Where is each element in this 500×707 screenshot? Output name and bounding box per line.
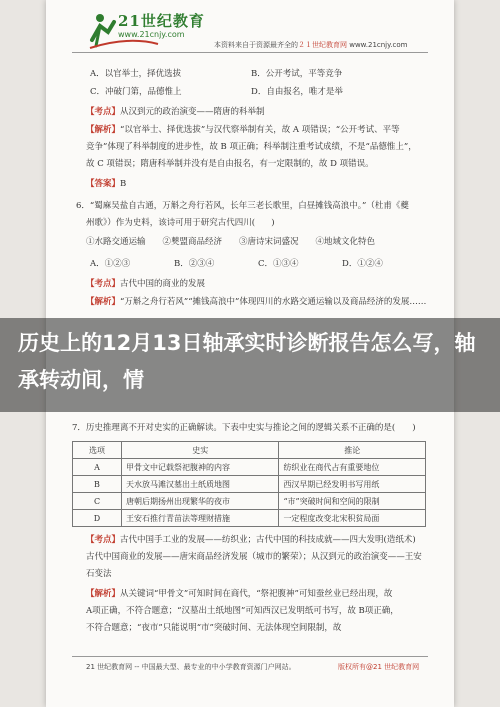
table-row bbox=[73, 493, 426, 510]
footer-right: 版权所有@21 世纪教育网 bbox=[338, 663, 420, 671]
logo-url: www.21cnjy.com bbox=[118, 30, 185, 39]
q5-analysis-line-1: 【解析】“以官举士、择优选拔”与汉代察举制有关，故 A 项错误；“公开考试、平等 bbox=[86, 125, 400, 135]
table-header-cell: 选项 bbox=[73, 442, 122, 459]
q6-option-c: C．①③④ bbox=[258, 259, 299, 269]
q7-kaodian-line-2: 古代中国商业的发展——唐宋商品经济发展（城市的繁荣）；从汉到元的政治演变——王安 bbox=[86, 552, 422, 562]
q6-stem-line-1: 6．“蜀麻吴盐自古通，万斛之舟行若风，长年三老长歌里，白昼摊钱高浪中。”（杜甫《夔 bbox=[76, 201, 409, 211]
q5-analysis-line-3: 故 C 项错误；隋唐科举制并没有是自由报名，有一定限制的，故 D 项错误。 bbox=[86, 159, 374, 169]
q7-analysis-line-3: 不符合题意；“夜市”只能说明“市”突破时间、无法体现空间限制，故 bbox=[86, 623, 342, 633]
q7-kaodian-line-1: 【考点】古代中国手工业的发展——纺织业；古代中国的科技成就——四大发明(造纸术) bbox=[86, 535, 416, 545]
q6-stem-line-2: 州歌》）作为史料，该诗可用于研究古代四川( ) bbox=[86, 218, 275, 228]
table-cell: 王安石推行青苗法等理财措施 bbox=[122, 510, 279, 527]
table-cell: 甲骨文中记载祭祀腹神的内容 bbox=[122, 459, 279, 476]
q5-option-b: B．公开考试，平等竞争 bbox=[251, 69, 343, 79]
page-header bbox=[46, 0, 454, 56]
table-header-cell: 推论 bbox=[279, 442, 426, 459]
table-cell: 西汉早期已经发明书写用纸 bbox=[279, 476, 426, 493]
q5-answer: 【答案】B bbox=[86, 179, 127, 189]
table-header-cell: 史实 bbox=[122, 442, 279, 459]
header-note: 本资料来自于资源最齐全的２１世纪教育网 www.21cnjy.com bbox=[214, 41, 408, 49]
table-cell: A bbox=[73, 459, 122, 476]
table-cell: “市”突破时间和空间的限制 bbox=[279, 493, 426, 510]
table-row bbox=[73, 510, 426, 527]
footer-left: 21 世纪教育网 -- 中国最大型、最专业的中小学教育资源门户网站。 bbox=[86, 663, 296, 671]
table-row bbox=[73, 476, 426, 493]
table-cell: 唐朝后期扬州出现繁华的夜市 bbox=[122, 493, 279, 510]
q6-analysis-line-1: 【解析】“万斛之舟行若风”“摊钱高浪中”体现四川的水路交通运输以及商品经济的发展…… bbox=[86, 297, 427, 307]
table-cell: D bbox=[73, 510, 122, 527]
table-row bbox=[73, 459, 426, 476]
q7-analysis-line-1: 【解析】从关键词“甲骨文”可知时间在商代，“祭祀腹神”可知蚕丝业已经出现，故 bbox=[86, 589, 393, 599]
table-cell: 一定程度改变北宋积贫局面 bbox=[279, 510, 426, 527]
q5-option-a: A．以官举士，择优选拔 bbox=[90, 69, 182, 79]
header-divider bbox=[72, 52, 428, 53]
q5-option-c: C．冲破门第，品德惟上 bbox=[90, 87, 182, 97]
table-cell: 纺织业在商代占有重要地位 bbox=[279, 459, 426, 476]
overlay-title: 历史上的12月13日轴承实时诊断报告怎么写，轴承转动间，情 bbox=[18, 331, 476, 392]
q7-kaodian-line-3: 石变法 bbox=[86, 569, 112, 579]
q6-option-a: A．①②③ bbox=[90, 259, 131, 269]
table-header-row bbox=[73, 442, 426, 459]
q6-kaodian: 【考点】古代中国的商业的发展 bbox=[86, 279, 206, 289]
q6-items: ①水路交通运输 ②僰盟商品经济 ③唐诗宋词盛况 ④地域文化特色 bbox=[86, 237, 376, 247]
table-cell: C bbox=[73, 493, 122, 510]
q7-table bbox=[72, 441, 426, 527]
q6-option-d: D．①②④ bbox=[342, 259, 383, 269]
table-cell: 天水放马滩汉墓出土纸质地图 bbox=[122, 476, 279, 493]
q5-analysis-line-2: 竞争”体现了科举制度的进步性，故 B 项正确；科举制注重考试成绩，不是“品德惟上”， bbox=[86, 142, 417, 152]
table-cell: B bbox=[73, 476, 122, 493]
q7-analysis-line-2: A项正确，不符合题意；“汉墓出土纸地图”可知西汉已发明纸可书写，故 B项正确， bbox=[86, 606, 399, 616]
footer-divider bbox=[72, 656, 428, 657]
q6-option-b: B．②③④ bbox=[174, 259, 215, 269]
q5-option-d: D．自由报名，唯才是举 bbox=[251, 87, 343, 97]
q7-stem: 7．历史推理离不开对史实的正确解读。下表中史实与推论之间的逻辑关系不正确的是( ) bbox=[72, 423, 416, 433]
logo-text: 21世纪教育 bbox=[118, 12, 205, 30]
q5-kaodian: 【考点】从汉到元的政治演变——隋唐的科举制 bbox=[86, 107, 265, 117]
